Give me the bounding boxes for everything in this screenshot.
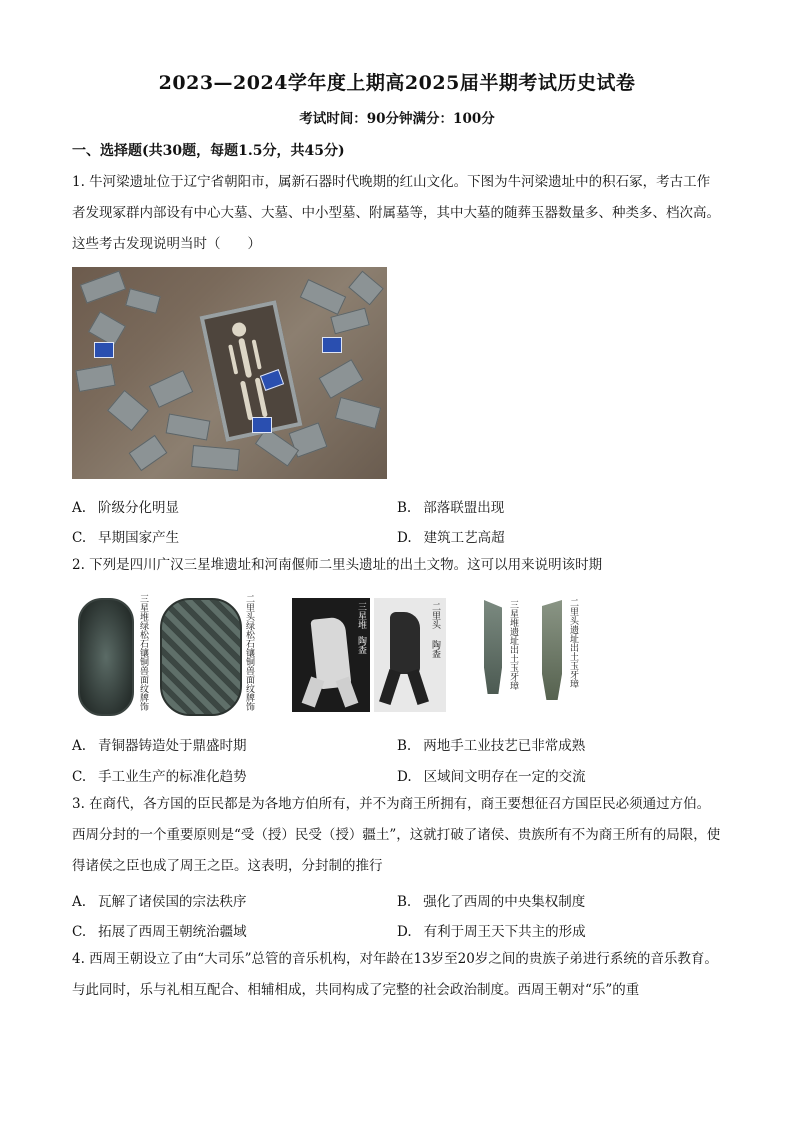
question-1-option-d: D. 建筑工艺高超 [397,530,505,546]
sanxingdui-jade-zhang-image [484,600,502,694]
exam-time-info: 考试时间：90分钟满分：100分 [299,111,495,127]
caption-erlitou-he: 陶盉 [430,640,440,658]
question-3-option-d: D. 有利于周王天下共主的形成 [397,924,586,940]
caption-erlitou-plaque: 二里头绿松石镶铜兽面纹牌饰 [244,594,254,711]
question-3-option-b: B. 强化了西周的中央集权制度 [397,894,586,910]
erlitou-jade-zhang-image [542,600,562,700]
section-heading: 一、选择题(共30题，每题1.5分，共45分) [72,143,345,159]
question-2-option-c: C. 手工业生产的标准化趋势 [72,769,247,785]
caption-erlitou-zhang: 二里头遗址出土玉牙璋 [568,598,578,688]
question-1-option-c: C. 早期国家产生 [72,530,180,546]
caption-sanxingdui-site: 三星堆 [356,602,366,629]
page-title: 2023—2024学年度上期高2025届半期考试历史试卷 [158,72,636,94]
question-4-text: 4. 西周王朝设立了由“大司乐”总管的音乐机构，对年龄在13岁至20岁之间的贵族子弟进行系统的音乐教育。与此同时，乐与礼相互配合、相辅相成，共同构成了完整的社会政治制度。西周王朝对“乐”的重 [72,951,718,998]
question-2-option-d: D. 区域间文明存在一定的交流 [397,769,586,785]
question-3-option-c: C. 拓展了西周王朝统治疆域 [72,924,247,940]
caption-sanxingdui-he: 陶盉 [356,636,366,654]
question-2-option-a: A. 青铜器铸造处于鼎盛时期 [72,738,247,754]
erlitou-plaque-image [160,598,242,716]
caption-sanxingdui-zhang: 三星堆遗址出土玉牙璋 [508,600,518,690]
question-1-text: 1. 牛河梁遗址位于辽宁省朝阳市，属新石器时代晚期的红山文化。下图为牛河梁遗址中的积石冢，考古工作者发现冢群内部设有中心大墓、大墓、中小型墓、附属墓等，其中大墓的随葬玉器数量多、种类多、档次高。这些考古发现说明当时（ ） [72,174,720,252]
question-1-option-b: B. 部落联盟出现 [397,500,505,516]
question-1-photo [72,267,387,479]
question-2-option-b: B. 两地手工业技艺已非常成熟 [397,738,586,754]
caption-sanxingdui-plaque: 三星堆绿松石镶铜兽面纹牌饰 [138,594,148,711]
question-3-option-a: A. 瓦解了诸侯国的宗法秩序 [72,894,247,910]
question-2-text: 2. 下列是四川广汉三星堆遗址和河南偃师二里头遗址的出土文物。这可以用来说明该时期 [72,557,603,573]
sanxingdui-plaque-image [78,598,134,716]
question-1-option-a: A. 阶级分化明显 [72,500,180,516]
question-3-text: 3. 在商代，各方国的臣民都是为各地方伯所有，并不为商王所拥有，商王要想征召方国臣民必须通过方伯。西周分封的一个重要原则是“受（授）民受（授）疆土”，这就打破了诸侯、贵族所有不为商王所有的局限，使得诸侯之臣也成了周王之臣。这表明，分封制的推行 [72,796,721,874]
caption-erlitou-site: 二里头 [430,602,440,629]
